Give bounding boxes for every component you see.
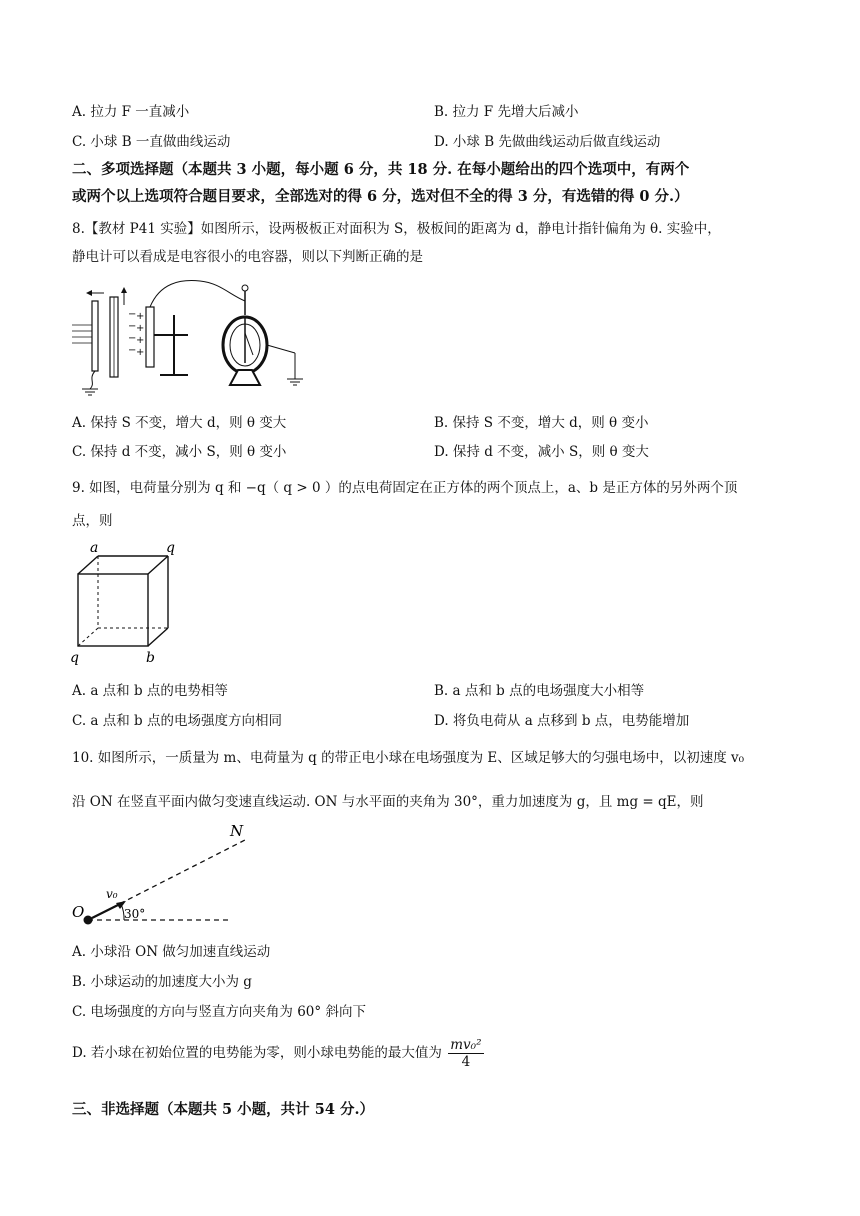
- q8-option-a: A. 保持 S 不变，增大 d，则 θ 变大: [72, 415, 287, 431]
- q9-option-c: C. a 点和 b 点的电场强度方向相同: [72, 713, 282, 729]
- q8-option-c: C. 保持 d 不变，减小 S，则 θ 变小: [72, 444, 287, 460]
- q8-option-d: D. 保持 d 不变，减小 S，则 θ 变大: [434, 444, 649, 460]
- section3-heading: 三、非选择题（本题共 5 小题，共计 54 分.）: [72, 1101, 375, 1118]
- cube-label-q-bottom: q: [70, 650, 79, 666]
- q9-cube-figure: [70, 540, 190, 668]
- q8-electrometer-figure: [70, 275, 315, 400]
- section2-heading-line2: 或两个以上选项符合题目要求，全部选对的得 6 分，选对但不全的得 3 分，有选错的得 0 分.）: [72, 188, 689, 205]
- fig-label-o: O: [72, 903, 85, 921]
- q7-option-b: B. 拉力 F 先增大后减小: [434, 104, 579, 120]
- cube-label-a: a: [90, 540, 99, 556]
- fraction-numerator: mv₀²: [450, 1037, 482, 1053]
- fraction-denominator: 4: [461, 1054, 471, 1070]
- q10-option-d: [72, 1037, 484, 1070]
- q10-option-d-fraction: [448, 1037, 483, 1070]
- q9-stem-line1: 9. 如图，电荷量分别为 q 和 −q（ q > 0 ）的点电荷固定在正方体的两个顶点上，a、b 是正方体的另外两个顶: [72, 480, 738, 496]
- svg-text:−: −: [128, 321, 137, 332]
- cube-label-b: b: [146, 650, 155, 666]
- svg-text:−: −: [128, 309, 137, 320]
- q8-option-b: B. 保持 S 不变，增大 d，则 θ 变小: [434, 415, 649, 431]
- q9-option-a: A. a 点和 b 点的电势相等: [72, 683, 228, 699]
- q8-stem-line2: 静电计可以看成是电容很小的电容器，则以下判断正确的是: [72, 249, 423, 265]
- svg-text:+: +: [136, 335, 145, 346]
- q9-stem-line2: 点，则: [72, 513, 113, 529]
- fig-label-angle: 30°: [124, 907, 146, 921]
- q7-option-c: C. 小球 B 一直做曲线运动: [72, 134, 231, 150]
- q10-option-b: B. 小球运动的加速度大小为 g: [72, 974, 252, 990]
- q10-incline-figure: [70, 820, 270, 930]
- q7-option-a: A. 拉力 F 一直减小: [72, 104, 190, 120]
- q10-option-a: A. 小球沿 ON 做匀加速直线运动: [72, 944, 271, 960]
- svg-text:+: +: [136, 347, 145, 358]
- cube-label-q-top: q: [166, 540, 175, 556]
- q10-option-d-text: D. 若小球在初始位置的电势能为零，则小球电势能的最大值为: [72, 1045, 442, 1061]
- q8-stem-line1: 8.【教材 P41 实验】如图所示，设两极板正对面积为 S，极板间的距离为 d，静电计指针偏角为 θ. 实验中，: [72, 221, 721, 237]
- q7-option-d: D. 小球 B 先做曲线运动后做直线运动: [434, 134, 661, 150]
- q9-option-d: D. 将负电荷从 a 点移到 b 点，电势能增加: [434, 713, 690, 729]
- q10-option-c: C. 电场强度的方向与竖直方向夹角为 60° 斜向下: [72, 1004, 366, 1020]
- section2-heading-line1: 二、多项选择题（本题共 3 小题，每小题 6 分，共 18 分. 在每小题给出的四个选项中，有两个: [72, 161, 690, 178]
- svg-text:+: +: [136, 323, 145, 334]
- svg-text:+: +: [136, 311, 145, 322]
- svg-text:−: −: [128, 333, 137, 344]
- fig-label-v0: v₀: [106, 887, 118, 901]
- q10-stem-line2: 沿 ON 在竖直平面内做匀变速直线运动. ON 与水平面的夹角为 30°，重力加速度为 g，且 mg = qE，则: [72, 794, 704, 810]
- fig-label-n: N: [230, 822, 244, 840]
- q9-option-b: B. a 点和 b 点的电场强度大小相等: [434, 683, 645, 699]
- svg-text:−: −: [128, 345, 137, 356]
- q10-stem-line1: 10. 如图所示，一质量为 m、电荷量为 q 的带正电小球在电场强度为 E、区域足够大的匀强电场中，以初速度 v₀: [72, 750, 745, 766]
